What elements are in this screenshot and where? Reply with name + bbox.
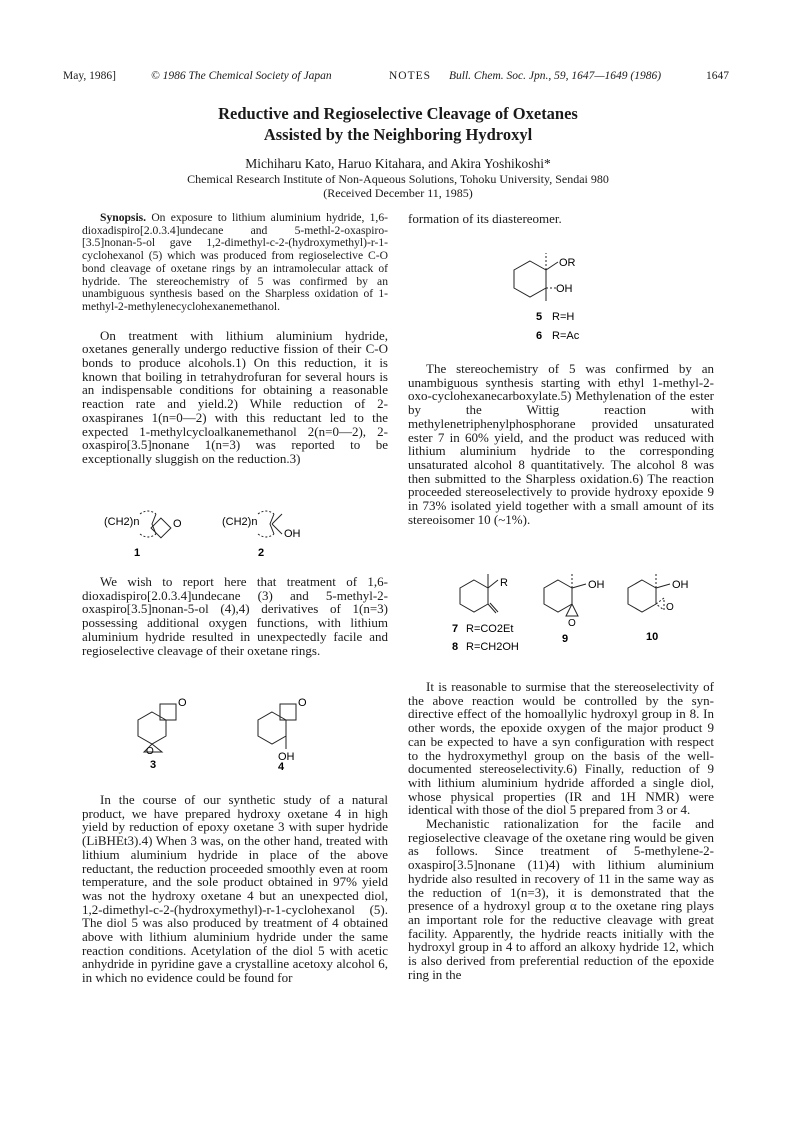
svg-text:R: R bbox=[500, 577, 508, 589]
paragraph-report: We wish to report here that treatment of 1,6-dioxadispiro[2.0.3.4]undecane (3) and 5-methyl-2-oxaspiro[3.5]nonan-5-ol (4),4) derivatives of 1(n=3) possessing additional oxygen functions, with lithium aluminium hydride resulted in unexpectedly facile and regioselective cleavage of their oxetane rings. bbox=[82, 574, 388, 658]
paragraph-surmise: It is reasonable to surmise that the stereoselectivity of the above reaction would be controlled by the syn-directive effect of the homoallylic hydroxyl group in 8. In other words, the epoxide oxygen of the major product 9 can be expected to have a syn configuration with respect to the hydroxymethyl group on the basis of the well-documented stereoselectivity.6) Finally, reduction of 9 with lithium aluminium hydride afforded a single diol, whose physical properties (IR and 1H NMR) were identical with those of the diol 5 prepared from 3 or 4. bbox=[408, 679, 714, 818]
article-title: Reductive and Regioselective Cleavage of Oxetanes Assisted by the Neighboring Hydroxyl bbox=[218, 104, 578, 144]
svg-text:9: 9 bbox=[562, 633, 569, 645]
svg-text:3: 3 bbox=[150, 759, 157, 771]
svg-text:O: O bbox=[666, 602, 674, 613]
left-column-middle bbox=[82, 575, 388, 657]
left-column-bottom bbox=[82, 793, 388, 985]
svg-text:10: 10 bbox=[646, 631, 659, 643]
svg-text:OH: OH bbox=[278, 751, 295, 763]
svg-text:O: O bbox=[298, 697, 307, 709]
svg-text:R=H: R=H bbox=[552, 311, 575, 323]
svg-text:4: 4 bbox=[278, 761, 285, 773]
svg-text:O: O bbox=[173, 518, 182, 530]
header-section: NOTES bbox=[389, 70, 432, 82]
structures-3-4 bbox=[82, 694, 388, 774]
svg-text:(CH2)n: (CH2)n bbox=[222, 516, 258, 528]
svg-text:5: 5 bbox=[536, 311, 543, 323]
structures-7-10 bbox=[408, 570, 714, 660]
right-column-middle bbox=[408, 362, 714, 526]
paragraph-stereochemistry: The stereochemistry of 5 was confirmed by an unambiguous synthesis starting with ethyl 1-methyl-2-oxo-cyclohexanecarboxylate.5) Methylenation of the ester by the Wittig reaction with methylenetriphenylphosphorane provided unsaturated ester 7 in 60% yield, and the product was reduced with lithium aluminium hydride to the corresponding unsaturated alcohol 8 quantitatively. The alcohol 8 was then submitted to the Sharpless oxidation.6) The reaction proceeded stereoselectively to provide hydroxy epoxide 9 in 73% isolated yield together with a small amount of its stereoisomer 10 (~1%). bbox=[408, 361, 714, 527]
structures-5-6 bbox=[408, 245, 714, 355]
structure-10 bbox=[628, 574, 689, 643]
svg-text:OR: OR bbox=[559, 257, 576, 269]
paragraph-mechanism: Mechanistic rationalization for the facile and regioselective cleavage of the oxetane ring would be given as follows. Since treatment of 5-methylene-2-oxaspiro[3.5]nonane (11)4) with lithium aluminium hydride also resulted in recovery of 11 in the same way as the reduction of 1(n=3), it is demonstrated that the presence of a hydroxyl group α to the oxetane ring plays an important role for the reductive cleavage with great facility. Apparently, the hydride reacts initially with the hydroxyl group in 4 to afford an alkoxy hydride 12, which is also derived from preferential reduction of the epoxide ring in the bbox=[408, 816, 714, 982]
svg-text:OH: OH bbox=[588, 579, 605, 591]
synopsis: Synopsis. On exposure to lithium aluminium hydride, 1,6-dioxadispiro[2.0.3.4]undecane and 5-methl-2-oxaspiro-[3.5]nonan-5-ol gave 1,2-dimethyl-c-2-(hydroxymethyl)-r-1-cyclohexanol (5) which was produced from regioselective C-O bond cleavage of oxetane rings by an intramolecular attack of hydride. The stereochemistry of 5 was confirmed by an unambiguous synthesis based on the Sharpless oxidation of 1-methyl-2-methylenecyclohexanemethanol. bbox=[82, 211, 388, 313]
svg-text:R=Ac: R=Ac bbox=[552, 330, 580, 342]
right-column-top bbox=[408, 212, 714, 226]
svg-text:OH: OH bbox=[672, 579, 689, 591]
right-column-bottom bbox=[408, 680, 714, 981]
svg-text:2: 2 bbox=[258, 547, 265, 559]
structure-7-8 bbox=[452, 574, 519, 653]
paragraph-intro: On treatment with lithium aluminium hydride, oxetanes generally undergo reductive fission of their C-O bonds to produce alcohols.1) On this reduction, it is known that boiling in tetrahydrofuran for several hours is an indispensable conditions for obtaining a reasonable reaction rate and yield.2) While reduction of 2-oxaspiranes 1(n=0—2) with this reductant led to the expected 1-methylcycloalkanemethanol 2(n=0—2), 2-oxaspiro[3.5]nonane 1(n=3) was reported to be exceptionally sluggish on the reduction.3) bbox=[82, 327, 388, 466]
affiliation: Chemical Research Institute of Non-Aqueous Solutions, Tohoku University, Sendai 980 bbox=[187, 172, 609, 186]
affiliation-block bbox=[60, 172, 736, 200]
svg-text:OH: OH bbox=[284, 528, 301, 540]
svg-text:7: 7 bbox=[452, 623, 459, 635]
svg-text:OH: OH bbox=[556, 283, 573, 295]
author-list: Michiharu Kato, Haruo Kitahara, and Akira Yoshikoshi* bbox=[245, 156, 551, 171]
paragraph-continued: formation of its diastereomer. bbox=[408, 211, 562, 226]
svg-text:6: 6 bbox=[536, 330, 543, 342]
header-date: May, 1986] bbox=[63, 70, 116, 82]
structure-4 bbox=[258, 697, 307, 773]
svg-text:O: O bbox=[178, 697, 187, 709]
svg-text:O: O bbox=[568, 618, 576, 629]
received-date: (Received December 11, 1985) bbox=[323, 186, 473, 200]
structures-1-2 bbox=[82, 500, 388, 564]
header-copyright: © 1986 The Chemical Society of Japan bbox=[151, 70, 332, 82]
structure-1 bbox=[104, 511, 182, 559]
structure-9 bbox=[544, 574, 605, 645]
structure-3 bbox=[138, 697, 187, 771]
svg-text:R=CO2Et: R=CO2Et bbox=[466, 623, 514, 635]
header-journal: Bull. Chem. Soc. Jpn., 59, 1647—1649 (1986) bbox=[449, 70, 662, 82]
left-column-top bbox=[82, 212, 388, 466]
paragraph-synthetic-study: In the course of our synthetic study of a natural product, we have prepared hydroxy oxetane 4 in high yield by reduction of epoxy oxetane 3 with super hydride (LiBHEt3).4) When 3 was, on the other hand, treated with lithium aluminium hydride in place of the above reductant, the reduction proceeded smoothly even at room temperature, and the sole product obtained in 97% yield was not the hydroxy oxetane 4 but an unexpected diol, 1,2-dimethyl-c-2-(hydroxymethyl)-r-1-cyclohexanol (5). The diol 5 was also produced by treatment of 4 obtained above with lithium aluminium hydride under the same reaction conditions. Acetylation of the diol 5 with acetic anhydride in pyridine gave a crystalline acetoxy alcohol 6, in which no evidence could be found for bbox=[82, 792, 388, 986]
svg-text:(CH2)n: (CH2)n bbox=[104, 516, 140, 528]
svg-text:R=CH2OH: R=CH2OH bbox=[466, 641, 519, 653]
structure-2 bbox=[222, 511, 301, 559]
header-page-number: 1647 bbox=[706, 70, 729, 82]
svg-text:O: O bbox=[146, 746, 154, 757]
svg-text:1: 1 bbox=[134, 547, 141, 559]
svg-text:8: 8 bbox=[452, 641, 459, 653]
running-header bbox=[60, 70, 736, 88]
